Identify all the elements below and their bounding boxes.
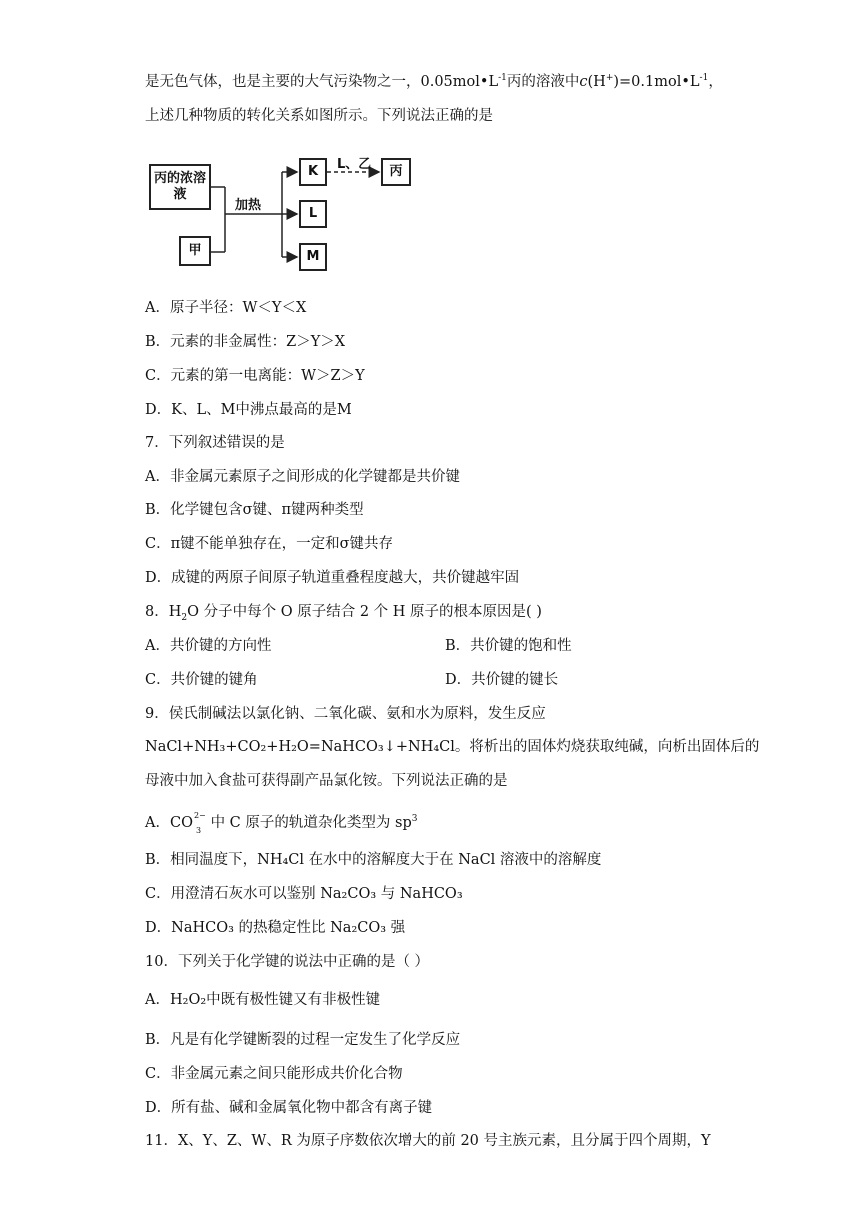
carbonate-index: 2− 3	[193, 811, 206, 835]
q9-option-b: B．相同温度下，NH₄Cl 在水中的溶解度大于在 NaCl 溶液中的溶解度	[145, 852, 602, 868]
q11-stem: 11．X、Y、Z、W、R 为原子序数依次增大的前 20 号主族元素，且分属于四个周期，Y	[145, 1133, 711, 1149]
q7-option-d: D．成键的两原子间原子轨道重叠程度越大，共价键越牢固	[145, 570, 520, 586]
q6-option-c: C．元素的第一电离能：W＞Z＞Y	[145, 368, 365, 384]
q8-option-d: D．共价键的键长	[445, 672, 559, 688]
q8-option-b: B．共价键的饱和性	[445, 638, 572, 654]
q8-stem: 8．$H_2O$ 分子中每个 O 原子结合 2 个 H 原子的根本原因是( )	[145, 604, 542, 623]
conversion-diagram	[145, 150, 425, 275]
intro-line-1: 是无色气体，也是主要的大气污染物之一，$0.05mol•L^{-1}$丙的溶液中$c(H^+)=0.1mol•L^{-1}$，	[145, 73, 723, 90]
q7-stem: 7．下列叙述错误的是	[145, 435, 285, 451]
q7-option-a: A．非金属元素原子之间形成的化学键都是共价键	[145, 469, 460, 485]
q9-stem-line-3: 母液中加入食盐可获得副产品氯化铵。下列说法正确的是	[145, 773, 508, 789]
q6-option-a: A．原子半径：W＜Y＜X	[145, 300, 307, 316]
q10-option-a: A．H₂O₂中既有极性键又有非极性键	[145, 992, 381, 1008]
q10-option-b: B．凡是有化学键断裂的过程一定发生了化学反应	[145, 1032, 461, 1048]
box-bing: 丙	[381, 158, 411, 186]
q7-option-c: C．π键不能单独存在，一定和σ键共存	[145, 536, 394, 552]
box-k: K	[299, 158, 327, 186]
q9-option-c: C．用澄清石灰水可以鉴别 Na₂CO₃ 与 NaHCO₃	[145, 886, 463, 902]
q10-option-d: D．所有盐、碱和金属氧化物中都含有离子键	[145, 1100, 433, 1116]
q9-stem-line-2: NaCl+NH₃+CO₂+H₂O=NaHCO₃↓+NH₄Cl。将析出的固体灼烧获取纯碱，向析出固体后的	[145, 739, 760, 755]
q9-option-d: D．NaHCO₃ 的热稳定性比 Na₂CO₃ 强	[145, 920, 406, 936]
arrow-label: L、乙	[337, 157, 372, 172]
h2o2-formula: H₂O₂	[169, 992, 207, 1008]
q10-option-c: C．非金属元素之间只能形成共价化合物	[145, 1066, 403, 1082]
box-jia: 甲	[179, 236, 211, 266]
heat-label: 加热	[235, 198, 262, 213]
q6-option-d: D．K、L、M中沸点最高的是M	[145, 402, 352, 418]
box-l: L	[299, 200, 327, 228]
box-m: M	[299, 243, 327, 271]
q6-option-b: B．元素的非金属性：Z＞Y＞X	[145, 334, 346, 350]
q7-option-b: B．化学键包含σ键、π键两种类型	[145, 502, 364, 518]
q8-option-c: C．共价键的键角	[145, 672, 258, 688]
q9-option-a: A．CO 2− 3 中 C 原子的轨道杂化类型为 $sp^3$	[145, 811, 418, 835]
intro-line-2: 上述几种物质的转化关系如图所示。下列说法正确的是	[145, 108, 493, 124]
q8-option-a: A．共价键的方向性	[145, 638, 272, 654]
q10-stem: 10．下列关于化学键的说法中正确的是（ ）	[145, 954, 430, 970]
box-conc-solution: 丙的浓溶液	[149, 164, 211, 210]
q9-stem-line-1: 9．侯氏制碱法以氯化钠、二氧化碳、氨和水为原料，发生反应	[145, 706, 546, 722]
